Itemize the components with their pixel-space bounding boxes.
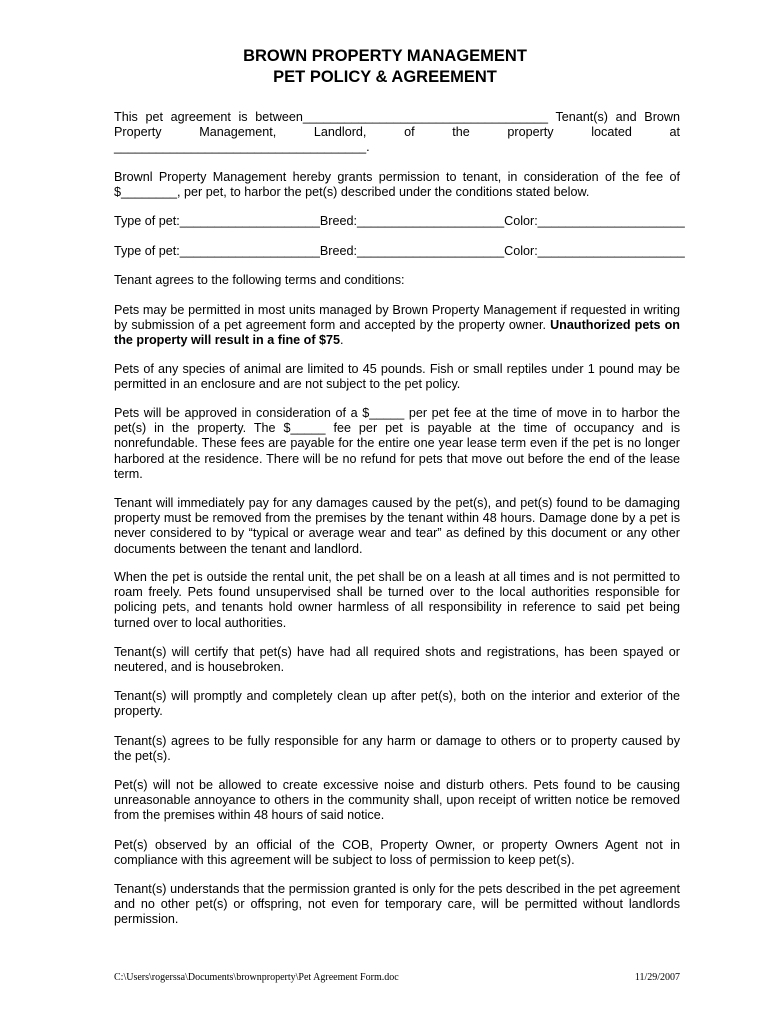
permitted-paragraph: Pets may be permitted in most units managed by Brown Property Management if requested in writing by submission of a pet agreement form and accepted by the property owner. Unauthorized pets on the property will result in a fine of $75. xyxy=(114,303,680,348)
pet-fee-paragraph: Pets will be approved in consideration of a $_____ per pet fee at the time of move in to harbor the pet(s) in the property. The $_____ fee per pet is payable at the time of occupancy and is nonrefundable. These fees are payable for the entire one year lease term even if the pet is no longer harbored at the residence. There will be no refund for pets that move out before the end of the lease term. xyxy=(114,406,680,481)
leash-paragraph: When the pet is outside the rental unit, the pet shall be on a leash at all times and is not permitted to roam freely. Pets found unsupervised shall be turned over to the local authorities responsible for policing pets, and tenants hold owner harmless of all responsibility in reference to said pet being turned over to local authorities. xyxy=(114,570,680,630)
footer-date: 11/29/2007 xyxy=(634,972,680,983)
cleanup-paragraph: Tenant(s) will promptly and completely clean up after pet(s), both on the interior and exterior of the property. xyxy=(114,689,680,719)
permission-paragraph: Tenant(s) understands that the permission granted is only for the pets described in the pet agreement and no other pet(s) or offspring, not even for temporary care, will be permitted without landlords permission. xyxy=(114,882,680,927)
pet-type-field: Type of pet:____________________ xyxy=(114,244,320,258)
terms-intro: Tenant agrees to the following terms and conditions: xyxy=(114,273,405,287)
noise-paragraph: Pet(s) will not be allowed to create excessive noise and disturb others. Pets found to be causing unreasonable annoyance to others in the community shall, upon receipt of written notice be removed from the premises within 48 hours of said notice. xyxy=(114,778,680,823)
pet-breed-field: Breed:_____________________ xyxy=(319,214,505,228)
intro-line-3: ____________________________________. xyxy=(114,140,370,154)
document-subtitle: PET POLICY & AGREEMENT xyxy=(273,68,497,86)
permitted-text: Pets may be permitted in most units managed by Brown Property Management if requested in writing by submission of a pet agreement form and accepted by the property owner. xyxy=(114,303,680,333)
pet-breed-field: Breed:_____________________ xyxy=(319,244,505,258)
damages-paragraph: Tenant will immediately pay for any damages caused by the pet(s), and pet(s) found to be damaging property must be removed from the premises by the tenant within 48 hours. Damage done by a pet is never considered to by “typical or average wear and tear” as defined by this document or any other documents between the tenant and landlord. xyxy=(114,496,680,556)
intro-line-2: Property Management, Landlord, of the property located at xyxy=(114,125,680,139)
pet-row-1 xyxy=(114,214,685,229)
footer-file-path: C:\Users\rogerssa\Documents\brownproperty\Pet Agreement Form.doc xyxy=(114,972,399,983)
document-title: BROWN PROPERTY MANAGEMENT xyxy=(243,47,527,65)
grant-paragraph: Brownl Property Management hereby grants permission to tenant, in consideration of the fee of $________, per pet, to harbor the pet(s) described under the conditions stated below. xyxy=(114,170,680,200)
responsibility-paragraph: Tenant(s) agrees to be fully responsible for any harm or damage to others or to property caused by the pet(s). xyxy=(114,734,680,764)
compliance-paragraph: Pet(s) observed by an official of the COB, Property Owner, or property Owners Agent not in compliance with this agreement will be subject to loss of permission to keep pet(s). xyxy=(114,838,680,868)
weight-limit-paragraph: Pets of any species of animal are limited to 45 pounds. Fish or small reptiles under 1 pound may be permitted in an enclosure and are not subject to the pet policy. xyxy=(114,362,680,392)
intro-line-1: This pet agreement is between___________________________________ Tenant(s) and Brown xyxy=(114,110,680,124)
pet-color-field: Color:_____________________ xyxy=(504,244,685,258)
pet-row-2 xyxy=(114,244,685,259)
shots-paragraph: Tenant(s) will certify that pet(s) have had all required shots and registrations, has been spayed or neutered, and is housebroken. xyxy=(114,645,680,675)
fine-warning: Unauthorized pets on the property will result in a fine of $75 xyxy=(114,318,680,348)
pet-color-field: Color:_____________________ xyxy=(504,214,685,228)
pet-type-field: Type of pet:____________________ xyxy=(114,214,320,228)
